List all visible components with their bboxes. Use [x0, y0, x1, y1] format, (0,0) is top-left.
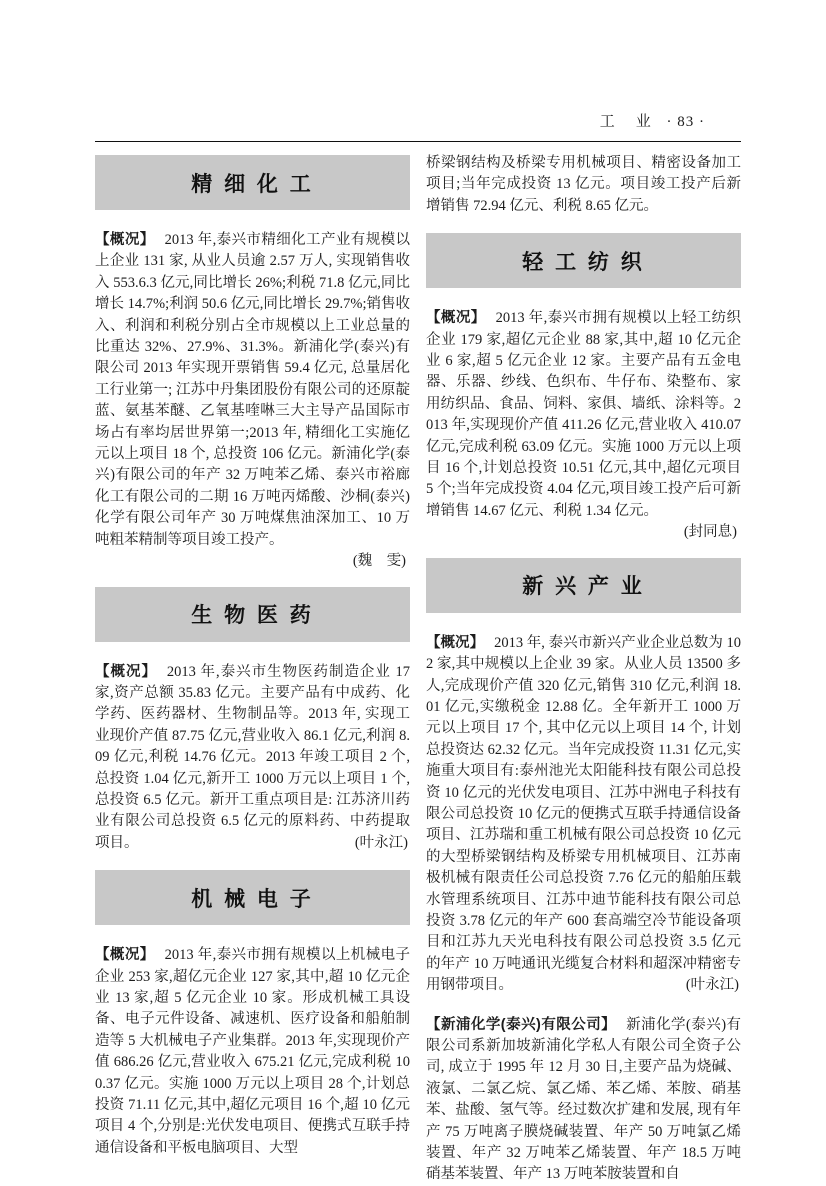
- paragraph-machinery-electronics-continued: [426, 153, 741, 217]
- paragraph-text: 2013 年,泰兴市生物医药制造企业 17 家,资产总额 35.83 亿元。主要产品有中成药、化学药、医药器材、生物制品等。2013 年, 实现工业现价产值 87.75 亿元,营业收入 86.1 亿元,利润 8.09 亿元,利税 14.76 亿元。2013 年竣工项目 2 个,总投资 1.04 亿元,新开工 1000 万元以上项目 1 个,总投资 6.5 亿元。新开工重点项目是: 江苏济川药业有限公司总投资 6.5 亿元的原料药、中药提取项目。: [95, 663, 410, 851]
- running-head: [600, 110, 705, 131]
- section-title: 精 细 化 工: [191, 172, 314, 196]
- paragraph-xinpu-chemical: [426, 1015, 741, 1186]
- header-rule: [95, 141, 741, 142]
- section-header-machinery-electronics: [95, 870, 410, 925]
- page-number: · 83 ·: [666, 114, 705, 130]
- paragraph-text: 2013 年,泰兴市拥有规模以上轻工纺织企业 179 家,超亿元企业 88 家,其中,超 10 亿元企业 6 家,超 5 亿元企业 12 家。主要产品有五金电器、乐器、纱线、色织布、牛仔布、染整布、家用纺织品、食品、饲料、家俱、墙纸、涂料等。2013 年,实现现价产值 411.26 亿元,营业收入 410.07 亿元,完成利税 63.09 亿元。实施 1000 万元以上项目 16 个,计划总投资 10.51 亿元,其中,超亿元项目 5 个;当年完成投资 4.04 亿元,项目竣工投产后可新增销售 14.67 亿元、利税 1.34 亿元。: [426, 310, 742, 519]
- paragraph-label: 【概况】: [95, 663, 157, 680]
- section-header-biomedicine: [95, 587, 410, 642]
- attribution-fine-chemicals: (魏 雯): [352, 553, 406, 570]
- paragraph-text: 桥梁钢结构及桥梁专用机械项目、精密设备加工项目;当年完成投资 13 亿元。项目竣工投产后新增销售 72.94 亿元、利税 8.65 亿元。: [426, 155, 741, 214]
- paragraph-text: 2013 年,泰兴市拥有规模以上机械电子企业 253 家,超亿元企业 127 家,其中,超 10 亿元企业 13 家,超 5 亿元企业 10 家。形成机械工具设备、电子元件设备、减速机、医疗设备和船舶制造等 5 大机械电子产业集群。2013 年,实现现价产值 686.26 亿元,营业收入 675.21 亿元,完成利税 100.37 亿元。实施 1000 万元以上项目 28 个,计划总投资 71.11 亿元,其中,超亿元项目 16 个,超 10 亿元项目 4 个,分别是:光伏发电项目、便携式互联手持通信设备和平板电脑项目、大型: [95, 947, 411, 1156]
- paragraph-label: 【概况】: [426, 634, 485, 651]
- section-title: 生 物 医 药: [191, 604, 314, 627]
- paragraph-label: 【概况】: [95, 947, 155, 964]
- paragraph-text: 2013 年,泰兴市精细化工产业有规模以上企业 131 家, 从业人员逾 2.57 万人, 实现销售收入 553.6.3 亿元,同比增长 26%;利税 71.8 亿元,同比增长 14.7%;利润 50.6 亿元,同比增长 29.7%;销售收入、利润和利税分别占全市规模以上工业总量的比重达 32%、27.9%、31.3%。新浦化学(泰兴)有限公司 2013 年实现开票销售 59.4 亿元, 总量居化工行业第一; 江苏中丹集团股份有限公司的还原靛蓝、氨基苯醚、乙氧基喹啉三大主导产品国际市场占有率均居世界第一;2013 年, 精细化工实施亿元以上项目 18 个, 总投资 106 亿元。新浦化学(泰兴)有限公司的年产 32 万吨苯乙烯、泰兴市裕廊化工有限公司的二期 16 万吨丙烯酸、沙桐(泰兴)化学有限公司年产 30 万吨煤焦油深加工、10 万吨粗苯精制等项目竣工投产。: [95, 232, 411, 548]
- paragraph-text: 新浦化学(泰兴)有限公司系新加坡新浦化学私人有限公司全资子公司, 成立于 1995 年 12 月 30 日,主要产品为烧碱、液氯、二氯乙烷、氯乙烯、苯乙烯、苯胺、硝基苯、盐酸、氢气等。经过数次扩建和发展, 现有年产 75 万吨离子膜烧碱装置、年产 50 万吨氯乙烯装置、年产 32 万吨苯乙烯装置、年产 18.5 万吨硝基苯装置、年产 13 万吨苯胺装置和自: [426, 1016, 741, 1183]
- document-page: [95, 0, 742, 1183]
- paragraph-label: 【概况】: [426, 310, 486, 327]
- right-column: [426, 153, 741, 1186]
- paragraph-light-textile-overview: [426, 308, 741, 522]
- paragraph-fine-chemicals-overview: [95, 230, 410, 551]
- attribution-biomedicine: (叶永江): [354, 834, 408, 851]
- section-header-fine-chemicals: [95, 155, 410, 210]
- attribution-light-textile: (封同息): [683, 524, 737, 541]
- attribution-emerging-industries: (叶永江): [685, 977, 739, 994]
- paragraph-emerging-industries-overview: [426, 633, 741, 997]
- section-title: 轻 工 纺 织: [522, 250, 645, 274]
- paragraph-text: 2013 年, 泰兴市新兴产业企业总数为 102 家,其中规模以上企业 39 家。从业人员 13500 多人,完成现价产值 320 亿元,销售 310 亿元,利润 18.01 亿元,实缴税金 12.88 亿。全年新开工 1000 万元以上项目 17 个, 其中亿元以上项目 14 个, 计划总投资达 62.32 亿元。当年完成投资 11.31 亿元,实施重大项目有:泰州池光太阳能科技有限公司总投资 10 亿元的光伏发电项目、江苏中洲电子科技有限公司总投资 10 亿元的便携式互联手持通信设备项目、江苏瑞和重工机械有限公司总投资 10 亿元的大型桥梁钢结构及桥梁专用机械项目、江苏南极机械有限责任公司总投资 7.76 亿元的船舶压载水管理系统项目、江苏中迪节能科技有限公司总投资 3.78 亿元的年产 600 套高端空冷节能设备项目和江苏九天光电科技有限公司总投资 3.5 亿元的年产 10 万吨通讯光缆复合材料和超深冲精密专用钢带项目。: [426, 634, 742, 994]
- section-title: 新 兴 产 业: [522, 575, 645, 599]
- paragraph-label: 【新浦化学(泰兴)有限公司】: [426, 1016, 617, 1033]
- paragraph-machinery-electronics-overview: [95, 945, 410, 1159]
- running-head-title: 工 业: [599, 114, 654, 130]
- paragraph-label: 【概况】: [95, 232, 155, 248]
- section-header-emerging-industries: [426, 558, 741, 613]
- two-column-layout: [95, 153, 741, 1186]
- section-title: 机 械 电 子: [191, 887, 314, 911]
- section-header-light-textile: [426, 233, 741, 288]
- paragraph-biomedicine-overview: [95, 662, 410, 855]
- left-column: [95, 153, 410, 1159]
